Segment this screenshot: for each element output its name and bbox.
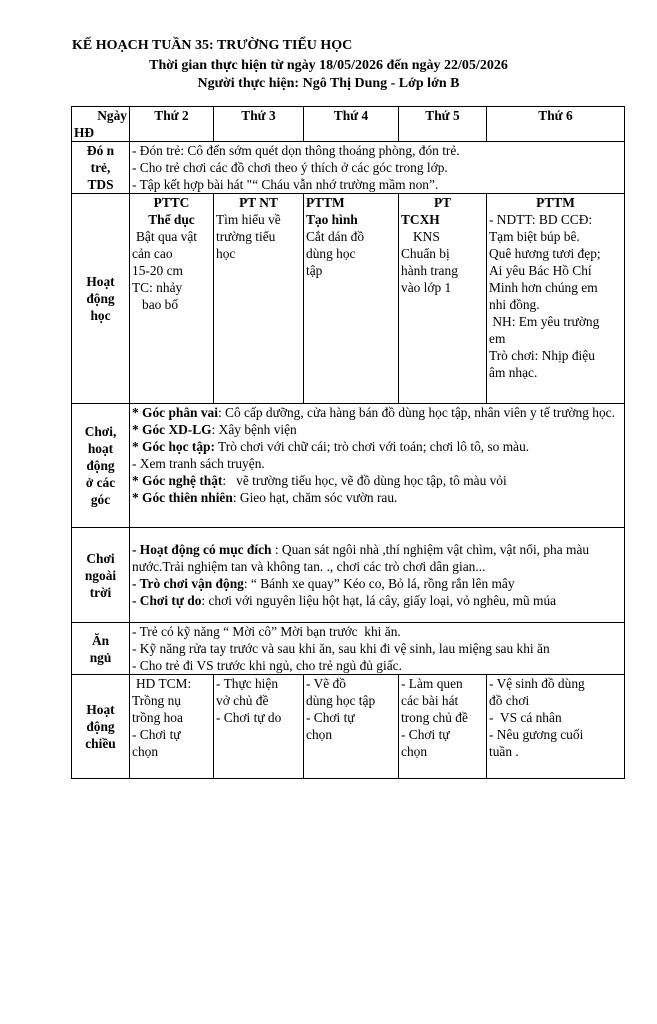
row-hoat-dong-chieu xyxy=(72,675,625,779)
col-mon: Thứ 2 xyxy=(130,107,214,142)
item-text: : chơi với nguyên liệu hột hạt, lá cây, giấy loại, vỏ nghêu, mũ múa xyxy=(201,593,557,608)
text-line: - Nêu gương cuối xyxy=(489,727,584,742)
item-bold: * Góc học tập: xyxy=(132,439,215,454)
text-line: - VS cá nhân xyxy=(489,710,562,725)
item-bold: * Góc thiên nhiên xyxy=(132,490,233,505)
text-line: - Trẻ có kỹ năng “ Mời cô” Mời bạn trước khi ăn. xyxy=(132,624,401,639)
text-line: - Vẽ đồ xyxy=(306,676,346,691)
text-line: - Vệ sinh đồ dùng xyxy=(489,676,585,691)
subject-head: PTTC xyxy=(153,195,190,210)
text-line: - Thực hiện xyxy=(216,676,279,691)
row-choi-goc xyxy=(72,404,625,528)
text-line: Tạm biệt búp bê. xyxy=(489,229,580,244)
text-line: Tìm hiểu về xyxy=(216,212,281,227)
row-an-ngu xyxy=(72,623,625,675)
text-line: trường tiểu xyxy=(216,229,276,244)
text-line: - Đón trẻ: Cô đến sớm quét dọn thông thoáng phòng, đón trẻ. xyxy=(132,143,460,158)
item-text: Trò chơi với chữ cái; trò chơi với toán; chơi lô tô, so màu. xyxy=(214,439,530,454)
label-line: động xyxy=(86,719,115,734)
row-don-tre xyxy=(72,142,625,194)
hdh-mon xyxy=(130,194,214,404)
label-line: Hoạt xyxy=(86,274,115,289)
text-line: các bài hát xyxy=(401,693,459,708)
text-line: Trồng nụ xyxy=(132,693,181,708)
text-line: trồng hoa xyxy=(132,710,183,725)
item-text: : Cô cấp dưỡng, cửa hàng bán đồ dùng học tập, nhân viên y tế trường học. xyxy=(217,405,615,420)
text-line: em xyxy=(489,331,506,346)
col-thu: Thứ 5 xyxy=(399,107,487,142)
text-line: trong chủ đề xyxy=(401,710,468,725)
hdh-wed xyxy=(304,194,399,404)
item-bold: - Trò chơi vận động xyxy=(132,576,244,591)
subject-head: PT xyxy=(433,195,452,210)
text-line: NH: Em yêu trường xyxy=(489,314,600,329)
subject-head: PTTM xyxy=(536,195,575,210)
text-line: - Chơi tự xyxy=(401,727,450,742)
text-line: tuần . xyxy=(489,744,519,759)
text-line: Cắt dán đồ xyxy=(306,229,365,244)
label-line: động xyxy=(86,291,115,306)
label-line: trời xyxy=(89,584,112,600)
text-line: học xyxy=(216,246,236,261)
item-bold: - Chơi tự do xyxy=(132,593,202,608)
text-line: Ai yêu Bác Hồ Chí xyxy=(489,263,592,278)
don-tre-content xyxy=(130,142,625,194)
weekly-plan-table xyxy=(71,106,625,779)
row-label-don-tre xyxy=(72,142,130,194)
item-text: : vẽ trường tiểu học, vẽ đồ dùng học tập, tô màu vỏi xyxy=(222,473,507,488)
hdh-tue xyxy=(214,194,304,404)
label-line: ngoài xyxy=(84,567,117,583)
text-line: nhi đồng. xyxy=(489,297,540,312)
col-wed: Thứ 4 xyxy=(304,107,399,142)
label-line: động xyxy=(86,458,115,473)
label-line: trẻ, xyxy=(90,160,111,175)
hdc-wed xyxy=(304,675,399,779)
row-label-hoat-dong-hoc xyxy=(72,194,130,404)
text-line: Minh hơn chúng em xyxy=(489,280,598,295)
row-label-hoat-dong-chieu xyxy=(72,675,130,779)
col-day-line2: HĐ xyxy=(74,125,95,140)
text-line: 15-20 cm xyxy=(132,263,183,278)
item-bold: * Góc phân vai xyxy=(132,405,218,420)
text-line: - Chơi tự xyxy=(306,710,355,725)
hdc-thu xyxy=(399,675,487,779)
item-bold: - Hoạt động có mục đích xyxy=(132,542,272,557)
col-tue: Thứ 3 xyxy=(214,107,304,142)
label-line: ngủ xyxy=(89,649,112,665)
text-line: HD TCM: xyxy=(136,676,192,691)
an-ngu-content xyxy=(130,623,625,675)
subject-head: PT NT xyxy=(239,195,278,210)
text-line: đồ chơi xyxy=(489,693,530,708)
subject-sub: TCXH xyxy=(401,212,440,227)
text-line: Chuẩn bị xyxy=(401,246,450,261)
text-line: KNS xyxy=(413,229,440,244)
text-line: Bật qua vật xyxy=(136,229,197,244)
text-line: dùng học xyxy=(306,246,356,261)
row-label-choi-goc xyxy=(72,404,130,528)
choi-ngoai-troi-content xyxy=(130,528,625,623)
label-line: ở các xyxy=(85,475,116,490)
text-line: - Chơi tự do xyxy=(216,710,282,725)
label-line: học xyxy=(90,308,111,323)
label-line: TDS xyxy=(87,177,114,192)
text-line: vào lớp 1 xyxy=(401,280,452,295)
choi-goc-content xyxy=(130,404,625,528)
item-text: : “ Bánh xe quay” Kéo co, Bỏ lá, rồng rắn lên mây xyxy=(243,576,515,591)
item-bold: * Góc nghệ thật xyxy=(132,473,223,488)
text-line: Quê hương tươi đẹp; xyxy=(489,246,601,261)
text-line: chọn xyxy=(401,744,428,759)
item-bold: * Góc XD-LG xyxy=(132,422,212,437)
text-line: âm nhạc. xyxy=(489,365,538,380)
item-text: - Xem tranh sách truyện. xyxy=(132,456,265,471)
hdh-fri xyxy=(487,194,625,404)
row-label-choi-ngoai-troi xyxy=(72,528,130,623)
item-text: : Quan sát ngôi nhà ,thí nghiệm vật chìm, vật nổi, pha màu nước.Trải nghiệm tan và không tan. ., chơi các trò chơi dân gian... xyxy=(132,542,590,574)
plan-time: Thời gian thực hiện từ ngày 18/05/2026 đến ngày 22/05/2026 xyxy=(149,58,508,73)
hdc-fri xyxy=(487,675,625,779)
col-fri: Thứ 6 xyxy=(487,107,625,142)
subject-sub: Thể dục xyxy=(148,212,195,227)
col-day xyxy=(72,107,130,142)
text-line: cản cao xyxy=(132,246,173,261)
text-line: tập xyxy=(306,263,323,278)
text-line: chọn xyxy=(132,744,159,759)
item-text: : Gieo hạt, chăm sóc vườn rau. xyxy=(232,490,398,505)
text-line: dùng học tập xyxy=(306,693,376,708)
text-line: - Tập kết hợp bài hát "“ Cháu vẫn nhớ trường mầm non”. xyxy=(132,177,439,192)
col-day-line1: Ngày xyxy=(97,108,127,123)
label-line: Đó n xyxy=(86,143,115,158)
text-line: - Làm quen xyxy=(401,676,463,691)
text-line: - Cho trẻ đi VS trước khi ngủ, cho trẻ ngủ đủ giấc. xyxy=(132,658,402,673)
text-line: bao bố xyxy=(142,297,179,312)
label-line: Chơi xyxy=(86,550,115,566)
hdc-mon xyxy=(130,675,214,779)
text-line: hành trang xyxy=(401,263,458,278)
text-line: vở chủ đề xyxy=(216,693,269,708)
text-line: - Chơi tự xyxy=(132,727,181,742)
text-line: Trò chơi: Nhịp điệu xyxy=(489,348,595,363)
text-line: - Kỹ năng rửa tay trước và sau khi ăn, sau khi đi vệ sinh, lau miệng sau khi ăn xyxy=(132,641,550,656)
label-line: Hoạt xyxy=(86,702,115,717)
text-line: - Cho trẻ chơi các đồ chơi theo ý thích ở các góc trong lớp. xyxy=(132,160,448,175)
subject-head: PTTM xyxy=(306,195,345,210)
label-line: Chơi, xyxy=(84,424,117,439)
subject-sub: Tạo hình xyxy=(306,212,358,227)
row-label-an-ngu xyxy=(72,623,130,675)
text-line: TC: nhảy xyxy=(132,280,183,295)
text-line: - NDTT: BD CCĐ: xyxy=(489,212,593,227)
label-line: hoạt xyxy=(87,441,114,456)
row-hoat-dong-hoc xyxy=(72,194,625,404)
label-line: Ăn xyxy=(91,632,110,648)
row-choi-ngoai-troi xyxy=(72,528,625,623)
text-line: chọn xyxy=(306,727,333,742)
label-line: chiều xyxy=(85,736,116,751)
label-line: góc xyxy=(90,492,111,507)
plan-title: KẾ HOẠCH TUẦN 35: TRƯỜNG TIỂU HỌC xyxy=(72,38,353,53)
item-text: : Xây bệnh viện xyxy=(211,422,297,437)
hdc-tue xyxy=(214,675,304,779)
hdh-thu xyxy=(399,194,487,404)
plan-person: Người thực hiện: Ngô Thị Dung - Lớp lớn B xyxy=(197,76,460,91)
header-row xyxy=(72,107,625,142)
